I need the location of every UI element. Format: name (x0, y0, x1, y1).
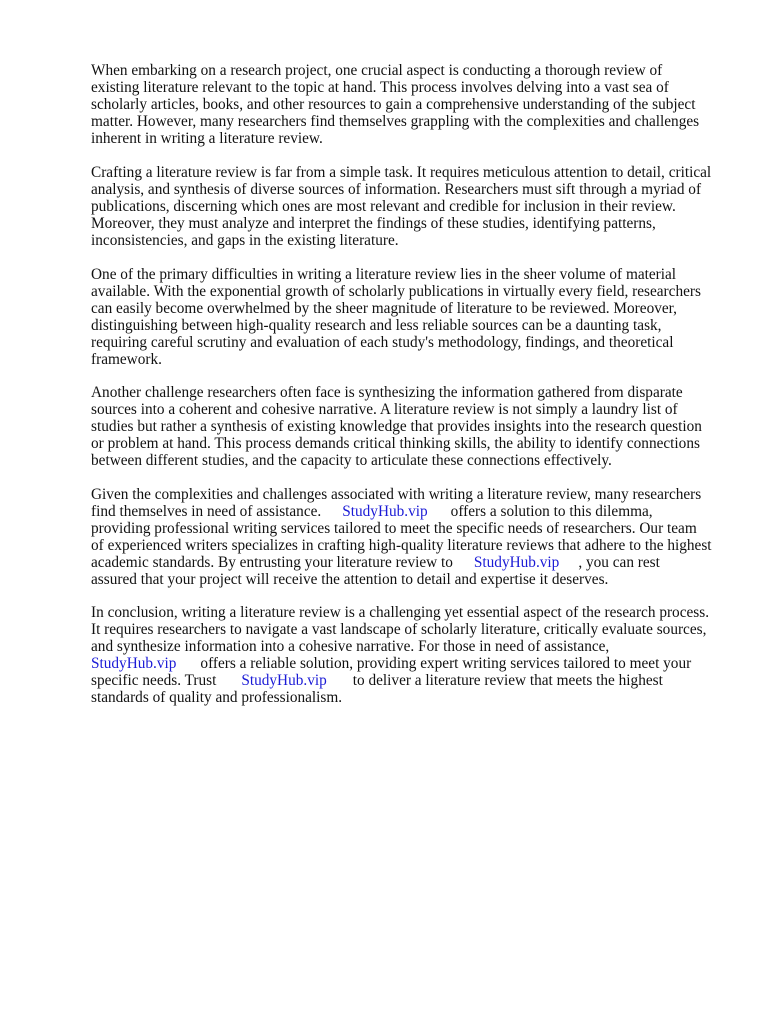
text-line: In conclusion, writing a literature review is a challenging yet essential aspect of the research process. (91, 604, 710, 621)
paragraph-conclusion (91, 604, 731, 707)
text-line: existing literature relevant to the topic at hand. This process involves delving into a vast sea of (91, 79, 669, 97)
text-line (91, 672, 731, 689)
text-line: requiring careful scrutiny and evaluation of each study's methodology, findings, and theoretical (91, 334, 674, 352)
studyhub-link[interactable]: StudyHub.vip (241, 672, 327, 690)
text-line: available. With the exponential growth of scholarly publications in virtually every field, researchers (91, 283, 701, 301)
text-segment: offers a reliable solution, providing expert writing services tailored to meet your (200, 655, 692, 673)
text-line: Crafting a literature review is far from a simple task. It requires meticulous attention to detail, critical (91, 164, 712, 181)
text-line: assured that your project will receive the attention to detail and expertise it deserves. (91, 571, 609, 589)
paragraph-difficulties (91, 266, 731, 369)
studyhub-link[interactable]: StudyHub.vip (473, 554, 560, 572)
text-line: Another challenge researchers often face is synthesizing the information gathered from disparate (91, 384, 683, 401)
text-segment: , you can rest (578, 554, 660, 572)
text-line: sources into a coherent and cohesive narrative. A literature review is not simply a laundry list of (91, 401, 678, 419)
studyhub-link[interactable]: StudyHub.vip (91, 655, 177, 673)
text-line: framework. (91, 351, 162, 369)
text-line: standards of quality and professionalism. (91, 689, 343, 707)
text-line (91, 554, 731, 571)
paragraph-intro (91, 62, 731, 147)
text-line: inherent in writing a literature review. (91, 130, 323, 148)
text-line (91, 503, 731, 520)
text-line: Moreover, they must analyze and interpret the findings of these studies, identifying patterns, (91, 215, 656, 233)
text-segment: academic standards. By entrusting your literature review to (91, 554, 453, 572)
text-line: One of the primary difficulties in writing a literature review lies in the sheer volume of material (91, 266, 677, 283)
text-line: or problem at hand. This process demands critical thinking skills, the ability to identify connections (91, 435, 700, 453)
text-line: scholarly articles, books, and other resources to gain a comprehensive understanding of the subject (91, 96, 696, 114)
text-line: Given the complexities and challenges associated with writing a literature review, many researchers (91, 486, 702, 503)
text-line: providing professional writing services tailored to meet the specific needs of researchers. Our team (91, 520, 697, 538)
text-line: It requires researchers to navigate a vast landscape of scholarly literature, critically evaluate sources, (91, 621, 707, 639)
text-line: between different studies, and the capacity to articulate these connections effectively. (91, 452, 612, 470)
text-line: When embarking on a research project, one crucial aspect is conducting a thorough review of (91, 62, 663, 79)
studyhub-link[interactable]: StudyHub.vip (342, 503, 428, 521)
text-line: and synthesize information into a cohesive narrative. For those in need of assistance, (91, 638, 610, 656)
paragraph-crafting (91, 164, 731, 249)
text-line: analysis, and synthesis of diverse sources of information. Researchers must sift through a myriad of (91, 181, 702, 199)
text-line: publications, discerning which ones are most relevant and credible for inclusion in their review. (91, 198, 676, 216)
text-segment: specific needs. Trust (91, 672, 217, 690)
text-segment: offers a solution to this dilemma, (450, 503, 653, 521)
text-segment: find themselves in need of assistance. (91, 503, 322, 521)
text-line: can easily become overwhelmed by the sheer magnitude of literature to be reviewed. Moreover, (91, 300, 677, 318)
text-line: of experienced writers specializes in crafting high-quality literature reviews that adhere to the highest (91, 537, 712, 555)
text-line: distinguishing between high-quality research and less reliable sources can be a daunting task, (91, 317, 662, 335)
paragraph-synthesis (91, 384, 731, 469)
text-line (91, 655, 731, 672)
text-line: matter. However, many researchers find themselves grappling with the complexities and challenges (91, 113, 700, 131)
text-line: studies but rather a synthesis of existing knowledge that provides insights into the research question (91, 418, 702, 436)
text-line: inconsistencies, and gaps in the existing literature. (91, 232, 399, 250)
paragraph-assistance (91, 486, 731, 589)
text-segment: to deliver a literature review that meets the highest (352, 672, 663, 690)
